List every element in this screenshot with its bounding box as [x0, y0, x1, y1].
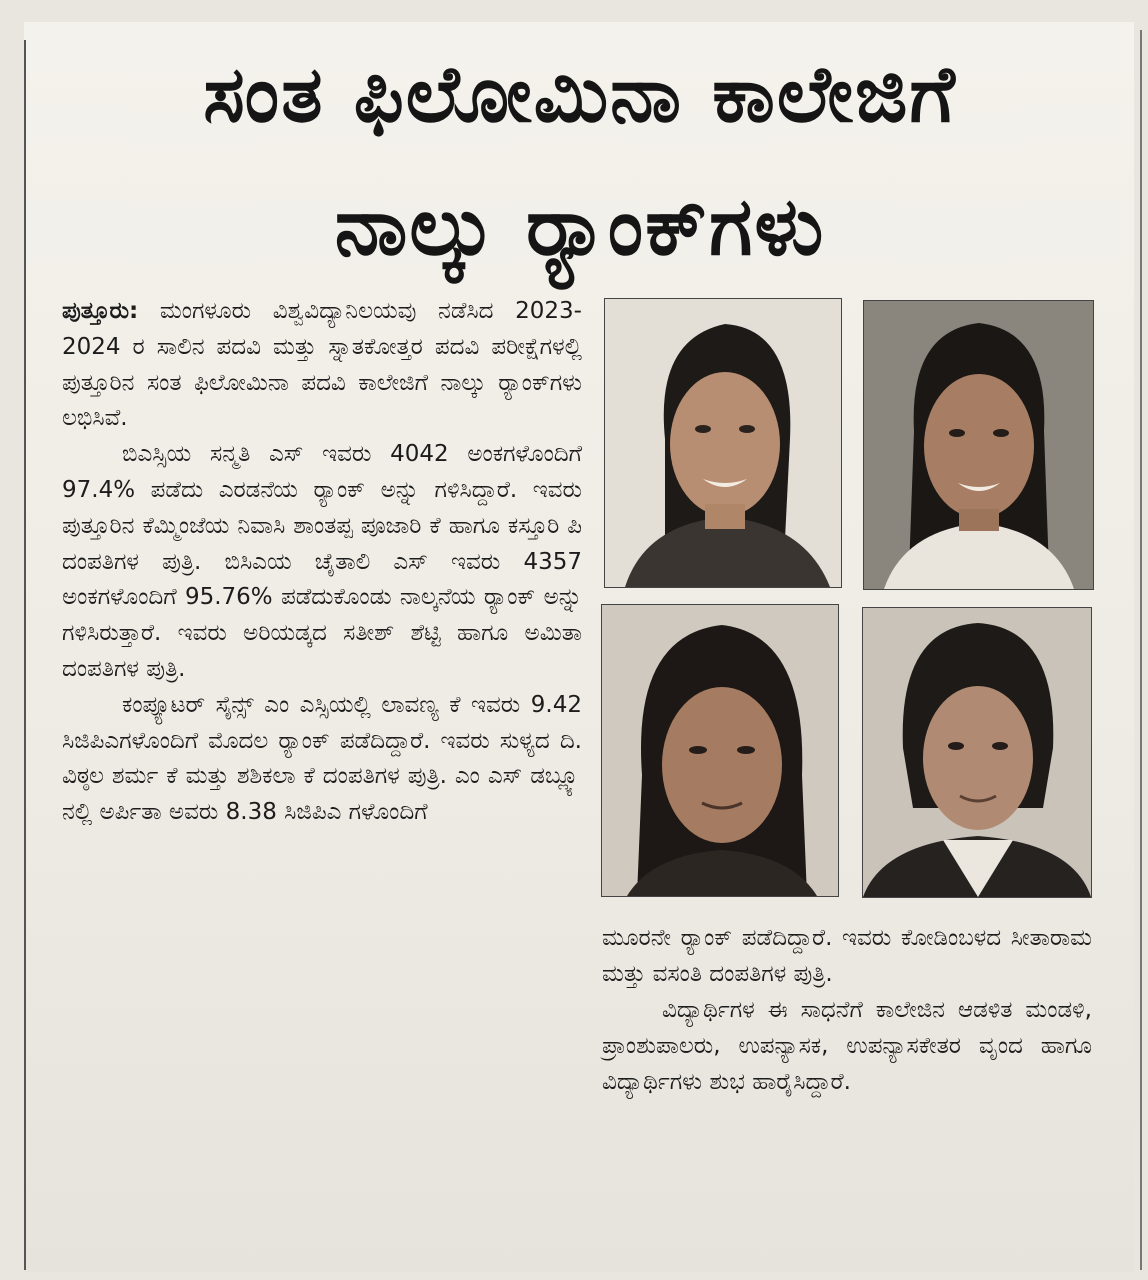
dateline: ಪುತ್ತೂರು: — [62, 298, 139, 324]
student-photo-4 — [862, 607, 1092, 898]
student-photo-2 — [863, 300, 1094, 590]
intro-text: ಮಂಗಳೂರು ವಿಶ್ವವಿದ್ಯಾನಿಲಯವು ನಡೆಸಿದ 2023-2024 ರ ಸಾಲಿನ ಪದವಿ ಮತ್ತು ಸ್ನಾತಕೋತ್ತರ ಪದವಿ ಪರೀಕ್ಷೆಗಳಲ್ಲಿ ಪುತ್ತೂರಿನ ಸಂತ ಫಿಲೋಮಿನಾ ಪದವಿ ಕಾಲೇಜಿಗೆ ನಾಲ್ಕು ರ್‍ಯಾಂಕ್‌ಗಳು ಲಭಿಸಿವೆ. — [62, 298, 582, 432]
column-rule-right — [1140, 30, 1142, 1270]
paragraph-intro — [62, 294, 582, 437]
student-photo-1 — [604, 298, 842, 588]
headline-line-2: ನಾಲ್ಕು ರ್‍ಯಾಂಕ್‌ಗಳು — [334, 180, 826, 273]
paragraph-msc-msw: ಕಂಪ್ಯೂಟರ್ ಸೈನ್ಸ್ ಎಂ ಎಸ್ಸಿಯಲ್ಲಿ ಲಾವಣ್ಯ ಕೆ ಇವರು 9.42 ಸಿಜಿಪಿಎಗಳೊಂದಿಗೆ ಮೊದಲ ರ್‍ಯಾಂಕ್ ಪಡೆದಿದ್ದಾರೆ. ಇವರು ಸುಳ್ಯದ ದಿ. ವಿಠ್ಠಲ ಶರ್ಮ ಕೆ ಮತ್ತು ಶಶಿಕಲಾ ಕೆ ದಂಪತಿಗಳ ಪುತ್ರಿ. ಎಂ ಎಸ್ ಡಬ್ಲ್ಯೂ ನಲ್ಲಿ ಅರ್ಪಿತಾ ಅವರು 8.38 ಸಿಜಿಪಿಎ ಗಳೊಂದಿಗೆ — [62, 691, 582, 826]
student-photo-3 — [601, 604, 839, 897]
body-column-right — [602, 920, 1092, 1100]
paragraph-bsc-bca: ಬಿಎಸ್ಸಿಯ ಸನ್ಮತಿ ಎಸ್ ಇವರು 4042 ಅಂಕಗಳೊಂದಿಗೆ 97.4% ಪಡೆದು ಎರಡನೆಯ ರ್‍ಯಾಂಕ್ ಅನ್ನು ಗಳಿಸಿದ್ದಾರೆ. ಇವರು ಪುತ್ತೂರಿನ ಕೆಮ್ಮಿಂಜೆಯ ನಿವಾಸಿ ಶಾಂತಪ್ಪ ಪೂಜಾರಿ ಕೆ ಹಾಗೂ ಕಸ್ತೂರಿ ಪಿ ದಂಪತಿಗಳ ಪುತ್ರಿ. ಬಿಸಿಎಯ ಚೈತಾಲಿ ಎಸ್ ಇವರು 4357 ಅಂಕಗಳೊಂದಿಗೆ 95.76% ಪಡೆದುಕೊಂಡು ನಾಲ್ಕನೆಯ ರ್‍ಯಾಂಕ್ ಅನ್ನು ಗಳಿಸಿರುತ್ತಾರೆ. ಇವರು ಅರಿಯಡ್ಕದ ಸತೀಶ್ ಶೆಟ್ಟಿ ಹಾಗೂ ಅಮಿತಾ ದಂಪತಿಗಳ ಪುತ್ರಿ. — [62, 441, 582, 682]
paragraph-congratulations: ವಿದ್ಯಾರ್ಥಿಗಳ ಈ ಸಾಧನೆಗೆ ಕಾಲೇಜಿನ ಆಡಳಿತ ಮಂಡಳಿ, ಪ್ರಾಂಶುಪಾಲರು, ಉಪನ್ಯಾಸಕ, ಉಪನ್ಯಾಸಕೇತರ ವೃಂದ ಹಾಗೂ ವಿದ್ಯಾರ್ಥಿಗಳು ಶುಭ ಹಾರೈಸಿದ್ದಾರೆ. — [602, 997, 1092, 1095]
column-rule-left — [24, 40, 26, 1270]
paragraph-msw-continued: ಮೂರನೇ ರ್‍ಯಾಂಕ್ ಪಡೆದಿದ್ದಾರೆ. ಇವರು ಕೋಡಿಂಬಳದ ಸೀತಾರಾಮ ಮತ್ತು ವಸಂತಿ ದಂಪತಿಗಳ ಪುತ್ರಿ. — [602, 925, 1092, 987]
body-column-left — [62, 294, 582, 831]
headline-line-1: ಸಂತ ಫಿಲೋಮಿನಾ ಕಾಲೇಜಿಗೆ — [203, 50, 957, 140]
